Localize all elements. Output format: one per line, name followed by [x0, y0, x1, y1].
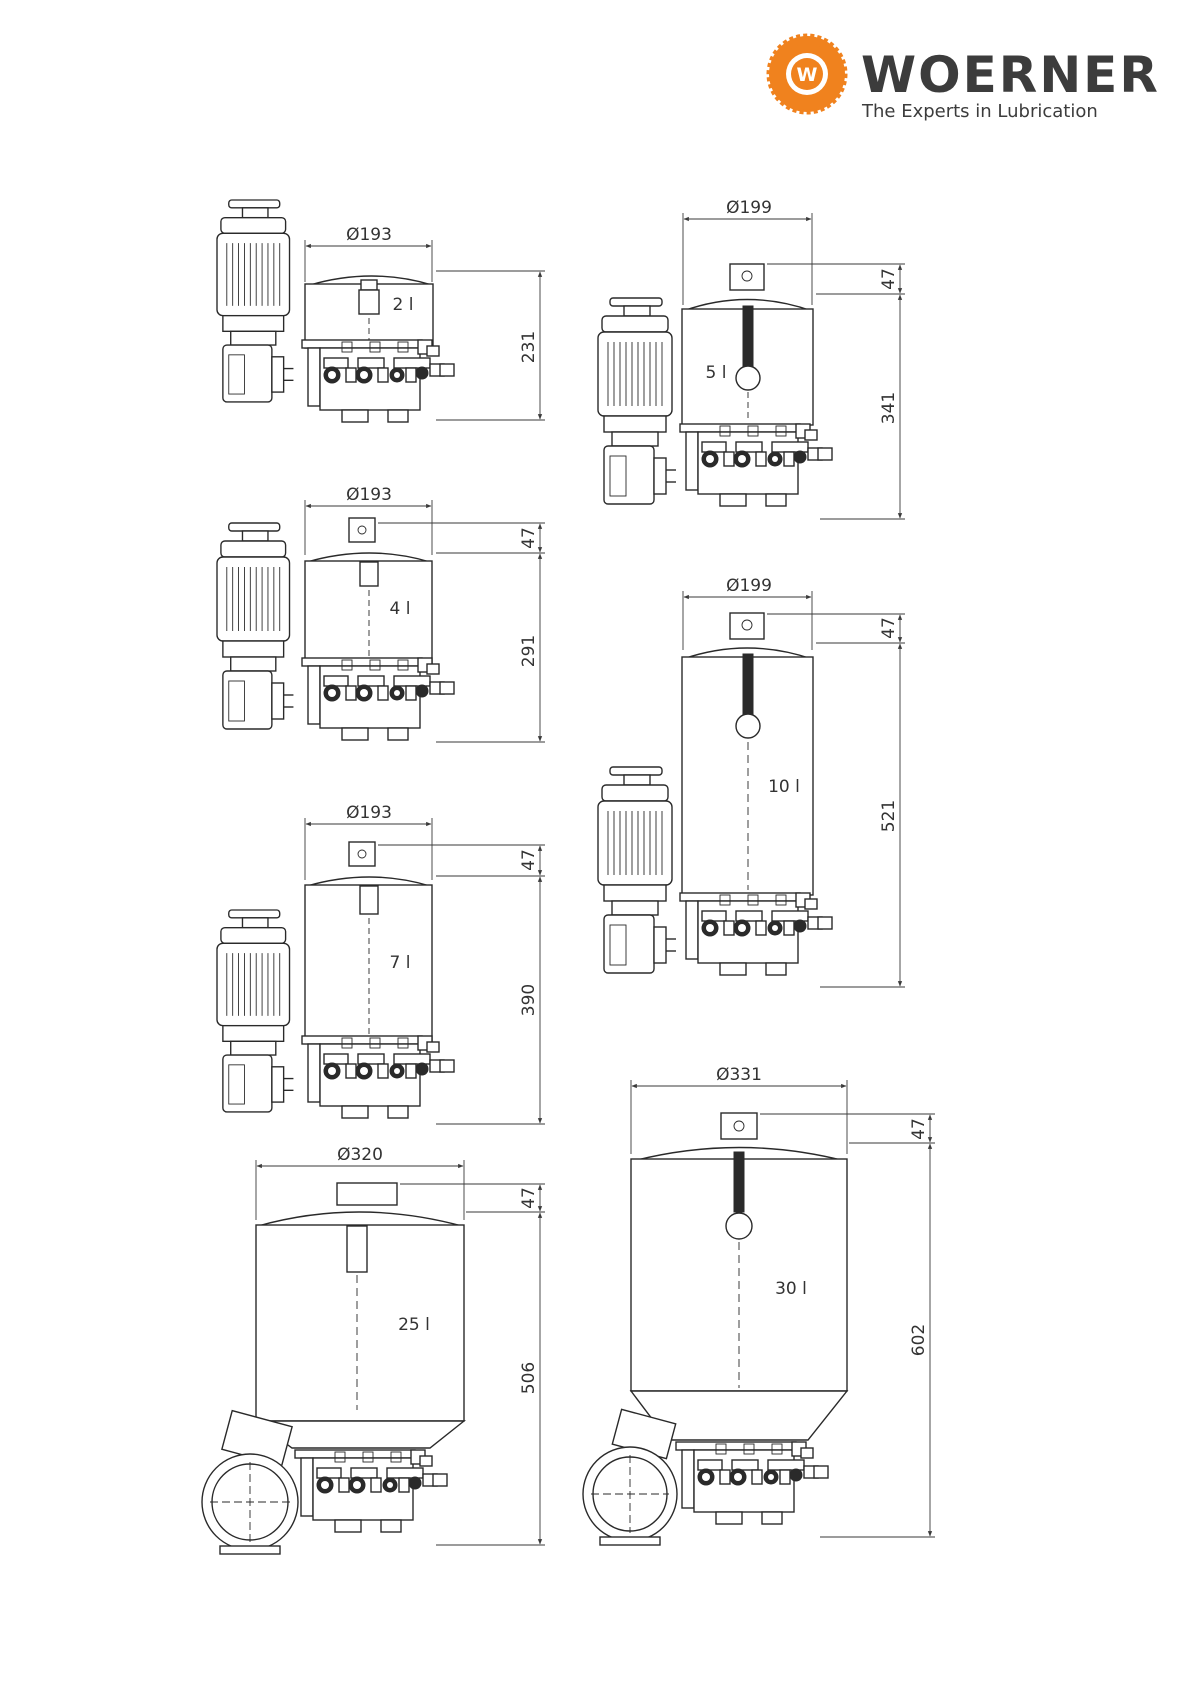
pump-7l: [217, 803, 545, 1124]
diameter-label: Ø193: [346, 803, 392, 823]
logo-letter: W: [796, 64, 818, 86]
volume-label: 30 l: [775, 1279, 807, 1299]
volume-label: 7 l: [389, 953, 411, 973]
diameter-label: Ø199: [726, 198, 772, 218]
motor-front-view: [202, 1411, 298, 1554]
pump-2l: [217, 200, 545, 422]
motor-front-view: [583, 1409, 677, 1545]
height-label: 390: [519, 983, 539, 1017]
diameter-label: Ø199: [726, 576, 772, 596]
pump-5l: [598, 198, 905, 519]
volume-label: 25 l: [398, 1315, 430, 1335]
diameter-label: Ø331: [716, 1065, 762, 1085]
diameter-label: Ø193: [346, 485, 392, 505]
brand-name: WOERNER: [861, 46, 1160, 104]
cap-height-label: 47: [879, 268, 899, 290]
height-label: 506: [519, 1361, 539, 1395]
pump-10l: [598, 576, 905, 987]
volume-label: 10 l: [768, 777, 800, 797]
gear-icon: [769, 36, 845, 112]
volume-label: 5 l: [705, 363, 727, 383]
cap-height-label: 47: [519, 849, 539, 871]
height-label: 341: [879, 391, 899, 425]
cap-height-label: 47: [519, 1187, 539, 1209]
cap-height-label: 47: [909, 1118, 929, 1140]
volume-label: 2 l: [392, 295, 414, 315]
height-label: 602: [909, 1323, 929, 1357]
cap-height-label: 47: [879, 617, 899, 639]
woerner-logo: [769, 36, 1160, 122]
height-label: 521: [879, 799, 899, 833]
volume-label: 4 l: [389, 599, 411, 619]
brand-tagline: The Experts in Lubrication: [862, 101, 1098, 122]
cap-height-label: 47: [519, 527, 539, 549]
diameter-label: Ø320: [337, 1145, 383, 1165]
diameter-label: Ø193: [346, 225, 392, 245]
height-label: 291: [519, 634, 539, 668]
height-label: 231: [519, 330, 539, 364]
pump-4l: [217, 485, 545, 742]
pump-25l: [202, 1145, 545, 1554]
pump-30l: [583, 1065, 935, 1545]
